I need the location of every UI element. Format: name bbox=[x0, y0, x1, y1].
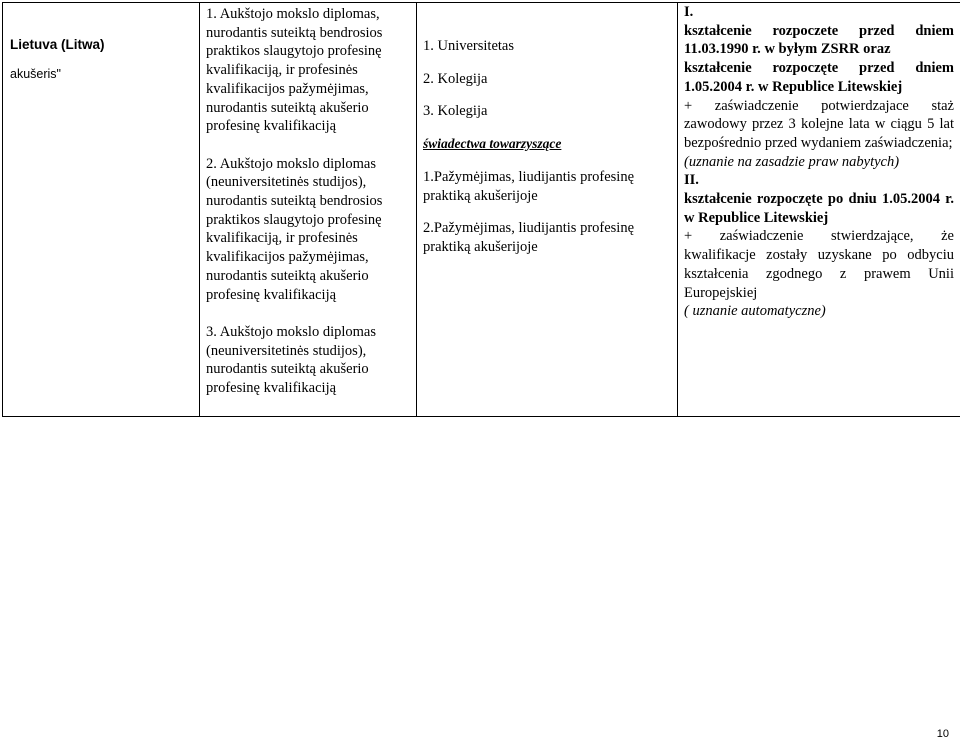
professional-title: akušeris" bbox=[10, 67, 61, 81]
section-1-text-d: w Republice Litewskiej bbox=[757, 78, 903, 95]
section-1-text-a: kształcenie rozpoczete przed dniem 11.03.1990 r. bbox=[684, 22, 954, 58]
section-2-requirement: + zaświadczenie stwierdzające, że kwalifikacje zostały uzyskane po odbyciu kształcenia zgodnego z prawem Unii Europejskiej bbox=[684, 228, 954, 301]
conditions-cell bbox=[678, 3, 960, 417]
page-number: 10 bbox=[936, 728, 949, 740]
certificate-1: 1.Pažymėjimas, liudijantis profesinę praktiką akušerijoje bbox=[423, 168, 635, 204]
section-1-number: I. bbox=[684, 4, 694, 20]
certificate-2: 2.Pažymėjimas, liudijantis profesinę praktiką akušerijoje bbox=[423, 220, 635, 255]
institution-cell bbox=[417, 3, 678, 417]
section-2-text-b: w Republice Litewskiej bbox=[684, 209, 829, 226]
section-1-note: (uznanie na zasadzie praw nabytych) bbox=[684, 153, 900, 170]
diploma-3: 3. Aukštojo mokslo diplomas (neuniversitetinės studijos), nurodantis suteiktą akušerio profesinę kvalifikaciją bbox=[206, 323, 376, 397]
country-cell bbox=[3, 3, 200, 417]
country-name: Lietuva (Litwa) bbox=[10, 37, 105, 52]
institution-1: 1. Universitetas bbox=[423, 38, 515, 54]
diploma-2: 2. Aukštojo mokslo diplomas (neuniversitetinės studijos), nurodantis suteiktą bendrosios praktikos slaugytojo profesinę kvalifikaciją, ir profesinės kvalifikacijos pažymėjimas, nurodantis suteiktą akušerio profesinę kvalifikaciją bbox=[206, 155, 383, 303]
section-2-number: II. bbox=[684, 172, 699, 189]
diploma-cell bbox=[200, 3, 417, 417]
section-1-text-c: kształcenie rozpoczęte przed dniem 1.05.2004 r. bbox=[684, 60, 954, 95]
section-2-text-a: kształcenie rozpoczęte po dniu 1.05.2004 r. bbox=[684, 191, 954, 208]
qualifications-table bbox=[2, 2, 960, 417]
diploma-1: 1. Aukštojo mokslo diplomas, nurodantis suteiktą bendrosios praktikos slaugytojo profesinę kvalifikaciją, ir profesinės kvalifikacijos pažymėjimas, nurodantis suteiktą akušerio profesinę kvalifikaciją bbox=[206, 6, 383, 135]
institution-3: 3. Kolegija bbox=[423, 103, 488, 120]
section-1-text-b: w byłym ZSRR oraz bbox=[764, 41, 891, 58]
section-1-requirement: + zaświadczenie potwierdzajace staż zawodowy przez 3 kolejne lata w ciągu 5 lat bezpośrednio przed wydaniem zaświadczenia; bbox=[684, 97, 954, 151]
section-2-note: ( uznanie automatyczne) bbox=[684, 303, 826, 320]
certificates-heading: świadectwa towarzyszące bbox=[423, 136, 562, 152]
institution-2: 2. Kolegija bbox=[423, 70, 488, 87]
table-row bbox=[3, 3, 960, 417]
